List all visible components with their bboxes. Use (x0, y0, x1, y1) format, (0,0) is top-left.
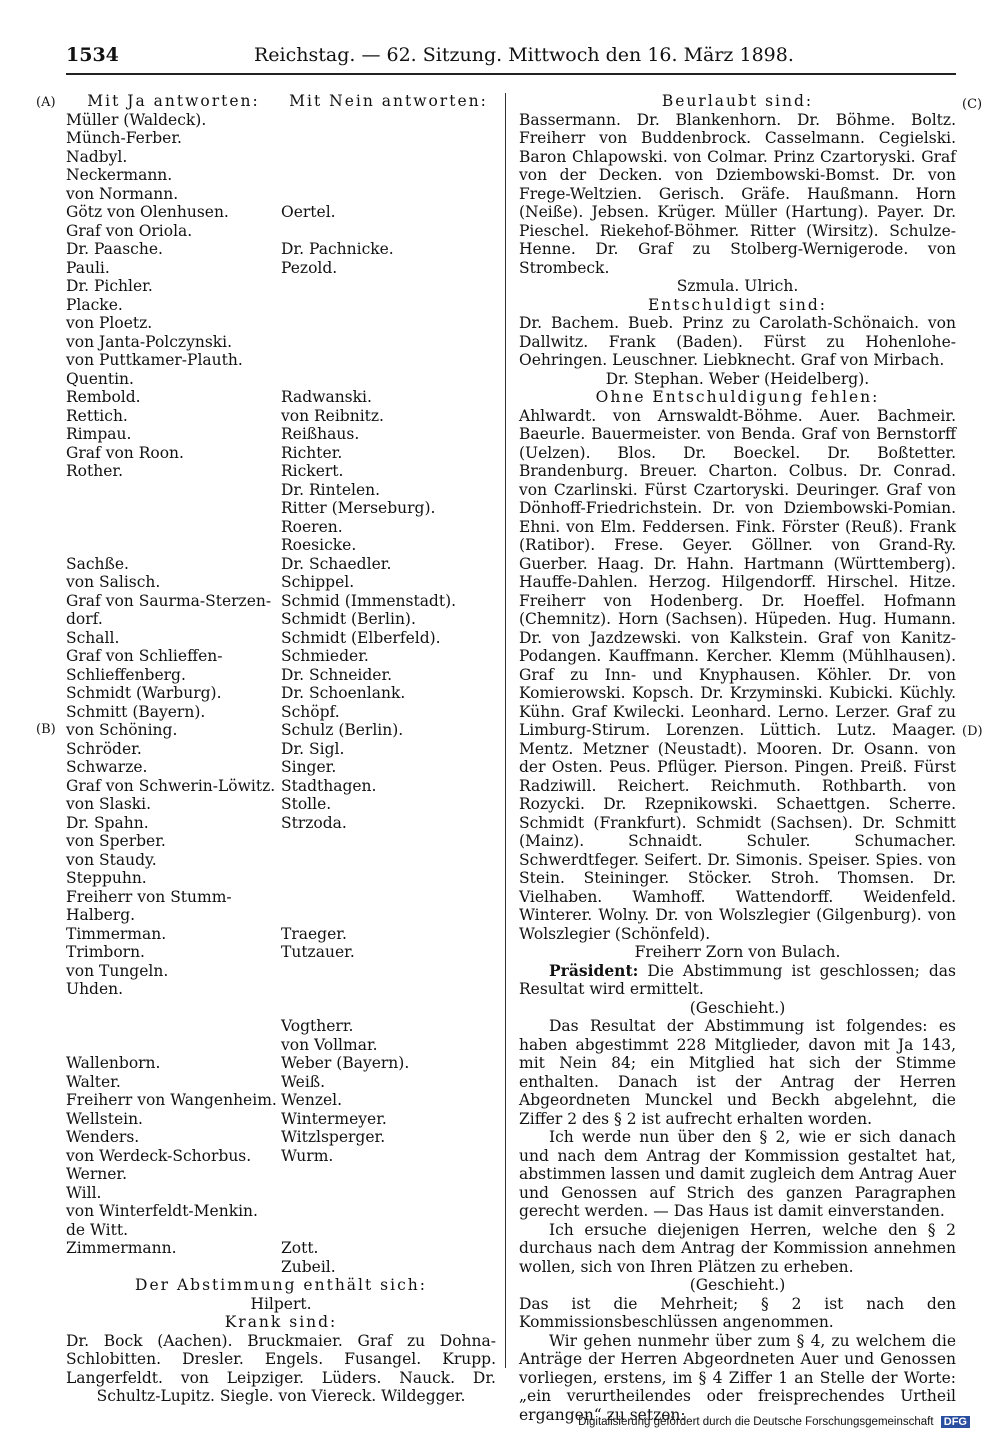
no-voter: Witzlsperger. (281, 1128, 386, 1146)
vote-list (66, 111, 496, 1277)
vote-row (66, 296, 496, 315)
vote-row (66, 1165, 496, 1184)
no-voter: Stadthagen. (281, 776, 377, 795)
leave-list: Bassermann. Dr. Blankenhorn. Dr. Böhme. Boltz. Freiherr von Buddenbrock. Casselmann. Cegielski. Baron Chlapowski. von Colmar. Prinz Czartoryski. Graf von der Decken. von Dziembowski-Bomst. Dr. von Frege-Weltzien. Gerisch. Gräfe. Haußmann. Horn (Neiße). Jebsen. Krüger. Müller (Hartung). Payer. Dr. Pieschel. Riekehof-Böhmer. Ritter (Wirsitz). Schulze-Henne. Dr. Graf zu Stolberg-Wernigerode. von Strombeck. (519, 110, 956, 277)
vote-row (66, 1110, 496, 1129)
yes-voter: Graf von Oriola. (66, 221, 193, 240)
no-voter (281, 1165, 496, 1184)
yes-voter: Quentin. (66, 369, 134, 388)
no-voter (281, 1202, 496, 1221)
no-voter: Schmieder. (281, 647, 369, 665)
no-voter (281, 1184, 496, 1203)
vote-row (66, 703, 496, 722)
no-voter: Ritter (Merseburg). (281, 499, 436, 517)
page-number: 1534 (66, 44, 119, 66)
credit-text: Digitalisierung gefördert durch die Deutsche Forschungsgemeinschaft (578, 1416, 934, 1428)
yes-voter: Trimborn. (66, 943, 145, 961)
yes-voter (66, 481, 281, 500)
yes-voter: dorf. (66, 610, 103, 628)
no-voter: Pezold. (281, 258, 338, 277)
no-voter (281, 962, 496, 981)
margin-letter-c: (C) (962, 97, 983, 112)
vote-row (66, 425, 496, 444)
no-voter (281, 129, 496, 148)
vote-row (66, 166, 496, 185)
no-voter: Dr. Pachnicke. (281, 240, 394, 258)
president-statement (519, 962, 956, 999)
vote-heads (66, 92, 496, 111)
vote-row (66, 481, 496, 500)
vote-row (66, 869, 496, 888)
vote-row (66, 1184, 496, 1203)
sick-heading: Krank sind: (224, 1313, 338, 1331)
heading-ja: Mit Ja antworten: (87, 92, 260, 110)
no-voter: Rickert. (281, 462, 344, 480)
vote-row (66, 721, 496, 740)
no-voter: von Vollmar. (281, 1035, 378, 1054)
yes-voter: Schröder. (66, 739, 142, 758)
yes-voter: Wallenborn. (66, 1054, 161, 1072)
vote-row (66, 555, 496, 574)
vote-row (66, 314, 496, 333)
margin-letter-d: (D) (962, 724, 983, 739)
vote-row (66, 814, 496, 833)
vote-row (66, 888, 496, 907)
vote-row (66, 666, 496, 685)
speaker-label: Präsident: (549, 960, 639, 980)
yes-voter: Schmitt (Bayern). (66, 702, 206, 721)
no-voter: Schmid (Immenstadt). (281, 591, 457, 610)
yes-voter: Schmidt (Warburg). (66, 684, 222, 702)
president-text: Die Abstimmung ist geschlossen; das Resultat wird ermittelt. (519, 961, 956, 998)
yes-voter: von Puttkamer-Plauth. (66, 351, 243, 369)
yes-voter: Walter. (66, 1072, 121, 1091)
no-voter: Dr. Rintelen. (281, 480, 381, 499)
yes-voter: Halberg. (66, 906, 136, 924)
no-voter: Wurm. (281, 1146, 334, 1165)
yes-voter: von Winterfeldt-Menkin. (66, 1202, 258, 1220)
no-voter: Reißhaus. (281, 425, 360, 443)
no-voter (281, 906, 496, 925)
left-column (66, 92, 496, 1406)
yes-voter: Dr. Pichler. (66, 277, 153, 295)
vote-row (66, 925, 496, 944)
no-voter (281, 351, 496, 370)
yes-voter: von Salisch. (66, 573, 161, 591)
no-voter: Schmidt (Berlin). (281, 610, 416, 628)
no-voter: Schmidt (Elberfeld). (281, 628, 441, 647)
margin-letter-b: (B) (36, 722, 56, 737)
dfg-logo: DFG (941, 1416, 970, 1428)
yes-voter: Nadbyl. (66, 147, 128, 166)
no-voter (281, 222, 496, 241)
yes-voter: Müller (Waldeck). (66, 110, 207, 129)
stage-direction-2: (Geschieht.) (689, 1276, 786, 1294)
no-voter: Oertel. (281, 203, 336, 221)
yes-voter: Dr. Spahn. (66, 813, 149, 832)
no-voter (281, 333, 496, 352)
no-voter (281, 314, 496, 333)
leave-list-tail: Szmula. Ulrich. (676, 277, 799, 295)
yes-voter: Dr. Paasche. (66, 240, 163, 258)
yes-voter: von Slaski. (66, 795, 152, 813)
heading-nein: Mit Nein antworten: (289, 92, 488, 110)
vote-row (66, 462, 496, 481)
no-voter: Dr. Sigl. (281, 739, 345, 758)
yes-voter (66, 499, 281, 518)
no-voter: Wenzel. (281, 1091, 343, 1109)
yes-voter: von Normann. (66, 184, 179, 203)
stage-direction-1: (Geschieht.) (689, 998, 786, 1017)
vote-row (66, 1258, 496, 1277)
no-voter (281, 869, 496, 888)
yes-voter (66, 536, 281, 555)
yes-voter: Graf von Roon. (66, 443, 184, 462)
no-voter: Schulz (Berlin). (281, 721, 404, 739)
no-voter: Schöpf. (281, 702, 340, 721)
vote-row (66, 1221, 496, 1240)
unexcused-list: Ahlwardt. von Arnswaldt-Böhme. Auer. Bachmeir. Baeurle. Bauermeister. von Benda. Graf von Bernstorff (Uelzen). Blos. Dr. Boeckel. Dr. Boßtetter. Brandenburg. Breuer. Charton. Colbus. Dr. Conrad. von Czarlinski. Fürst Czartoryski. Deuringer. Graf von Dönhoff-Friedrichstein. Dr. von Dziembowski-Pomian. Ehni. von Elm. Feddersen. Fink. Förster (Reuß). Frank (Ratibor). Frese. Geyer. Göllner. von Grand-Ry. Guerber. Haag. Dr. Hahn. Hartmann (Württemberg). Hauffe-Dahlen. Herzog. Hilgendorff. Hirschel. Hitze. Freiherr von Hodenberg. Dr. Hoeffel. Hofmann (Chemnitz). Horn (Sachsen). Hüpeden. Hug. Humann. Dr. von Jazdzewski. von Kalkstein. Graf von Kanitz-Podangen. Kauffmann. Kercher. Klemm (Mühlhausen). Graf zu Inn- und Knyphausen. Köhler. Dr. von Komierowski. Kopsch. Dr. Krzyminski. Kubicki. Küchly. Kühn. Graf Kwilecki. Leonhard. Lerno. Lerzer. Graf zu Limburg-Stirum. Lorenzen. Lüttich. Lutz. Maager. Mentz. Metzner (Neustadt). Mooren. Dr. Osann. von der Osten. Peus. Pflüger. Pierson. Pingen. Preiß. Fürst Radziwill. Reichert. Reichmuth. Rothbarth. von Rozycki. Dr. Rzepnikowski. Schaettgen. Scherre. Schmidt (Frankfurt). Schmidt (Sachsen). Dr. Schmitt (Mainz). Schnaidt. Schuler. Schumacher. Schwerdtfeger. Seifert. Dr. Simonis. Speiser. Spies. von Stein. Steininger. Stöcker. Stroh. Thomsen. Dr. Vielhaben. Wamhoff. Wattendorff. Weidenfeld. Winterer. Wolny. Dr. von Wolszlegier (Gilgenburg). von Wolszlegier (Schönfeld). (519, 406, 956, 943)
no-voter: Singer. (281, 758, 337, 776)
vote-row (66, 573, 496, 592)
vote-row (66, 111, 496, 130)
vote-row (66, 943, 496, 962)
yes-voter: Rembold. (66, 388, 141, 406)
page-header (66, 40, 956, 72)
no-voter: Vogtherr. (281, 1017, 354, 1035)
no-voter: Dr. Schaedler. (281, 554, 392, 573)
vote-row (66, 758, 496, 777)
no-voter: Traeger. (281, 924, 347, 943)
yes-voter: Werner. (66, 1165, 128, 1183)
no-voter: von Reibnitz. (281, 406, 384, 425)
sick-list: Dr. Bock (Aachen). Bruckmaier. Graf zu Dohna-Schlobitten. Dresler. Engels. Fusangel. Krupp. Langerfeldt. von Leipziger. Lüders. Nauck. Dr. Schultz-Lupitz. Siegle. von Viereck. Wildegger. (66, 1331, 496, 1405)
vote-row (66, 185, 496, 204)
no-voter (281, 111, 496, 130)
right-column (519, 92, 956, 1424)
no-voter (281, 148, 496, 167)
yes-voter: Graf von Saurma-Sterzen- (66, 591, 272, 610)
no-voter: Roeren. (281, 517, 343, 536)
unexcused-heading: Ohne Entschuldigung fehlen: (595, 388, 880, 406)
paragraph-2: Ich werde nun über den § 2, wie er sich danach und nach dem Antrag der Kommission gestaltet hat, abstimmen lassen und damit zugleich dem Antrag Auer und Genossen auf Strich des ganzen Paragraphen gerecht werden. — Das Haus ist damit einverstanden. (519, 1128, 956, 1220)
yes-voter: von Sperber. (66, 832, 166, 850)
yes-voter: Schall. (66, 628, 120, 647)
running-title: Reichstag. — 62. Sitzung. Mittwoch den 16. März 1898. (254, 44, 794, 66)
no-voter (281, 166, 496, 185)
yes-voter: Schlieffenberg. (66, 665, 186, 684)
vote-row (66, 795, 496, 814)
paragraph-5: Wir gehen nunmehr über zum § 4, zu welchem die Anträge der Herren Abgeordneten Auer und Genossen vorliegen, erstens, im § 4 Ziffer 1 an Stelle der Worte: „ein verurtheilendes oder freisprechendes Urtheil ergangen“ zu setzen: (519, 1331, 956, 1424)
yes-voter: Zimmermann. (66, 1239, 177, 1257)
no-voter: Roesicke. (281, 536, 357, 554)
vote-row (66, 740, 496, 759)
no-voter: Strzoda. (281, 813, 347, 832)
vote-row (66, 388, 496, 407)
vote-row (66, 647, 496, 666)
vote-row (66, 999, 496, 1018)
no-voter: Schippel. (281, 573, 355, 591)
no-voter: Wintermeyer. (281, 1109, 387, 1128)
vote-row (66, 1091, 496, 1110)
no-voter: Richter. (281, 443, 343, 462)
leave-heading: Beurlaubt sind: (661, 92, 814, 110)
vote-row (66, 518, 496, 537)
vote-row (66, 1239, 496, 1258)
vote-row (66, 277, 496, 296)
yes-voter: Rother. (66, 462, 124, 480)
vote-row (66, 832, 496, 851)
no-voter (281, 277, 496, 296)
vote-row (66, 1202, 496, 1221)
yes-voter: von Tungeln. (66, 961, 169, 980)
no-voter: Zott. (281, 1239, 319, 1257)
vote-row (66, 222, 496, 241)
yes-voter: Schwarze. (66, 758, 148, 776)
no-voter: Weber (Bayern). (281, 1054, 410, 1072)
vote-row (66, 851, 496, 870)
yes-voter: Graf von Schlieffen- (66, 647, 223, 665)
yes-voter: von Ploetz. (66, 314, 153, 332)
vote-row (66, 980, 496, 999)
no-voter (281, 999, 496, 1018)
yes-voter: von Schöning. (66, 721, 178, 739)
vote-row (66, 1054, 496, 1073)
no-voter (281, 1221, 496, 1240)
no-voter: Stolle. (281, 795, 332, 813)
paragraph-4: Das ist die Mehrheit; § 2 ist nach den Kommissionsbeschlüssen angenommen. (519, 1294, 956, 1331)
no-voter: Dr. Schneider. (281, 665, 393, 684)
yes-voter (66, 518, 281, 537)
yes-voter: Steppuhn. (66, 869, 147, 887)
yes-voter: Freiherr von Stumm- (66, 887, 232, 906)
yes-voter: von Janta-Polczynski. (66, 332, 233, 351)
vote-row (66, 1147, 496, 1166)
vote-row (66, 1017, 496, 1036)
yes-voter: Pauli. (66, 258, 110, 277)
vote-row (66, 592, 496, 611)
vote-row (66, 129, 496, 148)
no-voter (281, 185, 496, 204)
vote-row (66, 610, 496, 629)
abstention-heading: Der Abstimmung enthält sich: (135, 1276, 427, 1294)
yes-voter: Timmerman. (66, 924, 167, 943)
abstention-name: Hilpert. (250, 1294, 312, 1313)
no-voter (281, 370, 496, 389)
paragraph-3: Ich ersuche diejenigen Herren, welche den § 2 durchaus nach dem Antrag der Kommission annehmen wollen, sich von Ihren Plätzen zu erheben. (519, 1220, 956, 1276)
no-voter (281, 832, 496, 851)
paragraph-1: Das Resultat der Abstimmung ist folgendes: es haben abgestimmt 228 Mitglieder, davon mit Ja 143, mit Nein 84; ein Mitglied hat sich der Stimme enthalten. Danach ist der Antrag der Herren Abgeordneten Munckel und Beckh abgelehnt, die Ziffer 2 des § 2 ist aufrecht erhalten worden. (519, 1017, 956, 1128)
yes-voter: Uhden. (66, 980, 124, 998)
header-rule (66, 73, 956, 75)
vote-row (66, 1073, 496, 1092)
no-voter (281, 851, 496, 870)
yes-voter: Wenders. (66, 1128, 140, 1146)
vote-row (66, 777, 496, 796)
vote-row (66, 407, 496, 426)
no-voter (281, 888, 496, 907)
yes-voter: Götz von Olenhusen. (66, 203, 229, 221)
vote-row (66, 203, 496, 222)
yes-voter (66, 1036, 281, 1055)
yes-voter: Sachße. (66, 554, 129, 573)
margin-letter-a: (A) (36, 95, 56, 110)
vote-row (66, 370, 496, 389)
yes-voter: Wellstein. (66, 1109, 143, 1128)
vote-row (66, 148, 496, 167)
digitization-credit (578, 1416, 970, 1428)
yes-voter: Placke. (66, 295, 123, 314)
column-divider (505, 93, 506, 1368)
no-voter: Dr. Schoenlank. (281, 684, 406, 702)
no-voter: Radwanski. (281, 388, 372, 406)
vote-row (66, 536, 496, 555)
no-voter: Weiß. (281, 1072, 326, 1091)
yes-voter: de Witt. (66, 1220, 129, 1239)
vote-row (66, 333, 496, 352)
yes-voter: Neckermann. (66, 166, 173, 184)
yes-voter: Rettich. (66, 406, 128, 425)
no-voter: Zubeil. (281, 1257, 336, 1276)
excused-list: Dr. Bachem. Bueb. Prinz zu Carolath-Schönaich. von Dallwitz. Frank (Baden). Fürst zu Hohenlohe-Oehringen. Leuschner. Liebknecht. Graf von Mirbach. (519, 314, 956, 369)
vote-row (66, 629, 496, 648)
vote-row (66, 259, 496, 278)
yes-voter: Graf von Schwerin-Löwitz. (66, 776, 276, 795)
yes-voter (66, 999, 281, 1018)
vote-row (66, 906, 496, 925)
excused-heading: Entschuldigt sind: (647, 295, 828, 314)
yes-voter (66, 1258, 281, 1277)
yes-voter: von Werdeck-Schorbus. (66, 1146, 252, 1165)
vote-row (66, 1128, 496, 1147)
vote-row (66, 351, 496, 370)
no-voter (281, 980, 496, 999)
yes-voter (66, 1017, 281, 1036)
unexcused-list-tail: Freiherr Zorn von Bulach. (634, 943, 841, 961)
vote-row (66, 240, 496, 259)
no-voter (281, 296, 496, 315)
yes-voter: von Staudy. (66, 850, 157, 869)
vote-row (66, 1036, 496, 1055)
yes-voter: Will. (66, 1183, 102, 1202)
excused-list-tail: Dr. Stephan. Weber (Heidelberg). (605, 369, 870, 388)
yes-voter: Münch-Ferber. (66, 129, 182, 147)
vote-row (66, 962, 496, 981)
vote-row (66, 499, 496, 518)
vote-row (66, 684, 496, 703)
yes-voter: Freiherr von Wangenheim. (66, 1091, 277, 1109)
yes-voter: Rimpau. (66, 425, 132, 443)
no-voter: Tutzauer. (281, 943, 355, 961)
vote-row (66, 444, 496, 463)
